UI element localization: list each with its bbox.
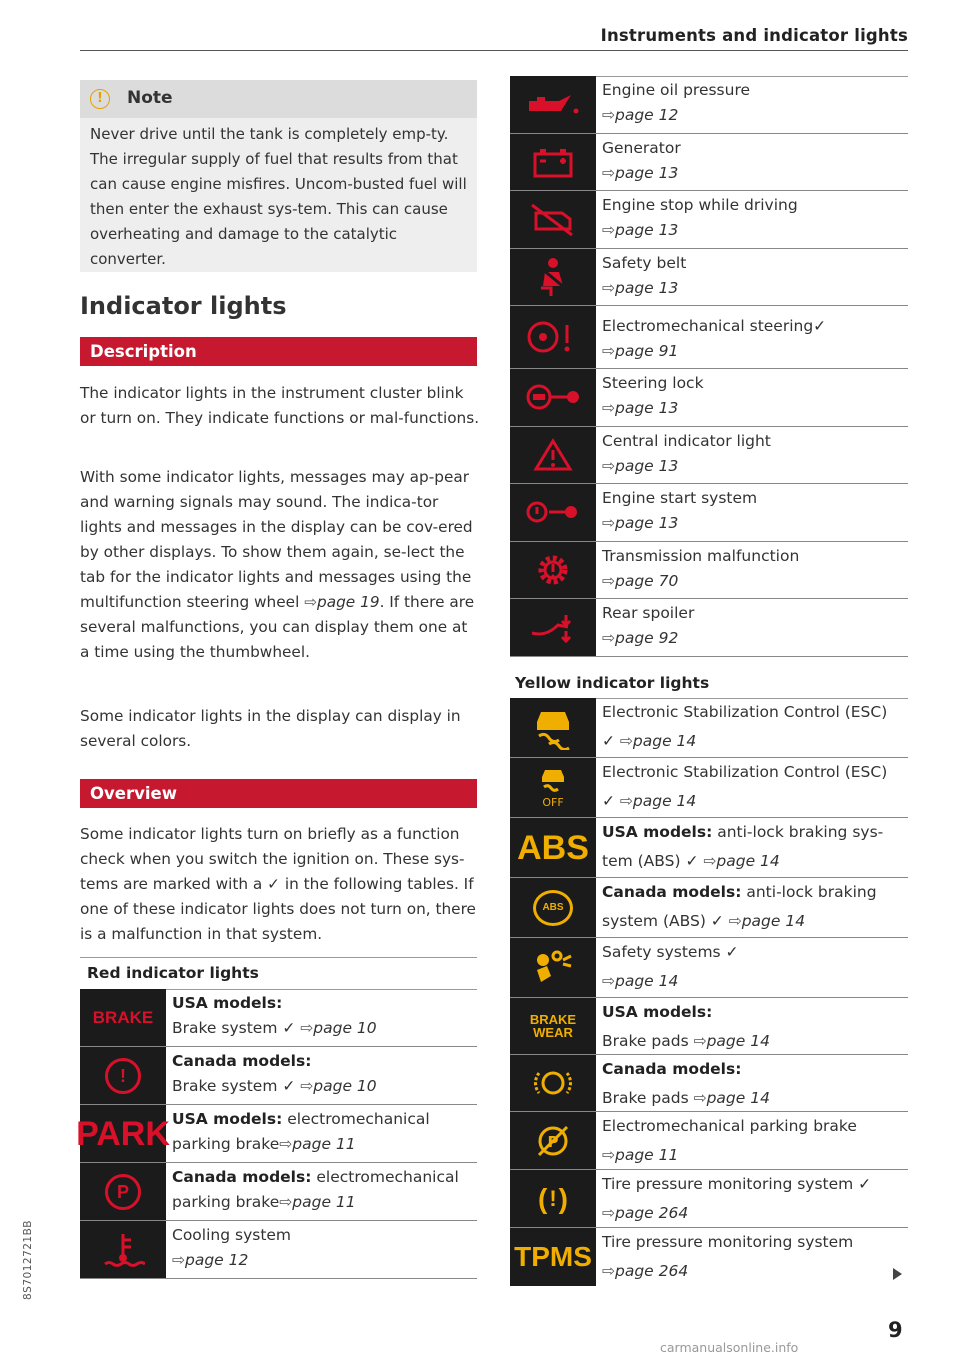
arrow-icon: ⇨ [602,399,615,417]
row-text: USA models: Brake system ✓ ⇨page 10 [172,994,377,1037]
p2-text-end: . If there are several malfunctions, you can display them one at a time using the thumbwheel. [80,593,475,661]
page-link[interactable]: page 14 [741,912,806,930]
page-link[interactable]: page 12 [615,106,679,124]
description-paragraph-2 [80,465,480,665]
page-link[interactable]: page 19 [317,593,380,611]
yellow-table-row [510,1170,908,1228]
overview-heading: Overview [80,779,477,808]
watermark: carmanualsonline.info [660,1340,799,1355]
section-title: Indicator lights [80,292,287,320]
page-link[interactable]: page 14 [716,852,780,870]
description-heading: Description [80,337,477,366]
red-table-row [80,1221,477,1279]
yellow-table-title: Yellow indicator lights [515,674,710,692]
row-text: Generator ⇨page 13 [602,138,681,182]
page-link[interactable]: page 11 [292,1193,356,1211]
yellow-table-row [510,998,908,1055]
red-table-row [510,484,908,542]
arrow-icon: ⇨ [300,1019,314,1037]
arrow-icon: ⇨ [300,1077,314,1095]
brake-wear-warning-icon: BRAKE WEAR [510,998,596,1054]
row-text: USA models: electromechanical parking brake⇨page 11 [172,1110,430,1153]
red-table-row [510,249,908,307]
page-link[interactable]: page 70 [615,571,679,590]
region-label: Canada models: [172,1052,312,1070]
note-title: Note [127,88,173,108]
arrow-icon: ⇨ [602,629,615,647]
arrow-icon: ⇨ [602,1146,615,1164]
page-link[interactable]: page 14 [632,732,697,750]
svg-text:OFF: OFF [542,795,564,809]
arrow-icon: ⇨ [304,593,318,611]
page-link[interactable]: page 264 [615,1262,689,1280]
steering-lock-icon [510,369,596,426]
page-link[interactable]: page 10 [313,1077,377,1095]
arrow-icon: ⇨ [602,278,615,297]
region-label: USA models: [602,823,713,841]
arrow-icon: ⇨ [602,456,615,475]
row-text: Central indicator light ⇨page 13 [602,431,771,475]
page-link[interactable]: page 11 [292,1135,356,1153]
yellow-table-row [510,698,908,758]
row-text: Electromechanical steering✓ ⇨page 91 [602,317,827,360]
row-text: Electronic Stabilization Control (ESC) ✓ ⇨page 14 [602,703,888,750]
engine-stop-icon [510,191,596,248]
arrow-icon: ⇨ [693,1089,707,1107]
row-text: Engine oil pressure ⇨page 12 [602,81,751,124]
region-label: Canada models: [602,1060,742,1078]
region-label: Canada models: [172,1168,312,1186]
page-link[interactable]: page 13 [615,221,679,239]
header-title: Instruments and indicator lights [600,26,908,45]
page-link[interactable]: page 264 [615,1204,689,1222]
page-link[interactable]: page 13 [615,456,679,475]
yellow-table-row [510,1112,908,1170]
airbag-icon [510,938,596,997]
document-code: 8S7012721BB [22,1219,34,1300]
steering-wheel-icon [510,306,596,368]
arrow-icon: ⇨ [279,1135,293,1153]
oil-can-icon [510,76,596,133]
row-text: USA models: anti-lock braking sys-tem (ABS) ✓ ⇨page 14 [602,823,884,870]
red-table-row [510,134,908,192]
page-header [80,26,908,51]
p-warning-icon: P [80,1163,166,1220]
red-table-row [80,1163,477,1221]
page-link[interactable]: page 13 [615,163,679,182]
red-table-row [510,306,908,369]
region-label: USA models: [172,994,283,1012]
arrow-icon: ⇨ [602,571,615,590]
row-text: Tire pressure monitoring system ✓ ⇨page 264 [602,1175,872,1222]
seat-belt-icon [510,249,596,306]
arrow-icon: ⇨ [602,342,615,360]
arrow-icon: ⇨ [602,221,615,239]
row-text: Electronic Stabilization Control (ESC) ✓ ⇨page 14 [602,763,888,810]
row-text: Engine stop while driving ⇨page 13 [602,196,798,239]
red-table-row [80,989,477,1047]
-warning-icon: ! [80,1047,166,1104]
yellow-table-row [510,878,908,938]
esc-off-icon [510,758,596,817]
page-link[interactable]: page 14 [632,792,697,810]
arrow-icon: ⇨ [602,972,615,990]
region-label: Canada models: [602,883,742,901]
row-text: Canada models: Brake pads ⇨page 14 [602,1060,770,1107]
yellow-table-row [510,818,908,878]
row-text: Electromechanical parking brake ⇨page 11 [602,1117,857,1164]
red-table-row [510,599,908,657]
arrow-icon: ⇨ [279,1193,293,1211]
arrow-icon: ⇨ [703,852,717,870]
note-header [80,80,477,118]
park-warning-icon: PARK [80,1105,166,1162]
abs-warning-icon: ABS [510,878,596,937]
row-text: Safety belt ⇨page 13 [602,253,687,297]
tpms-warning-icon: TPMS [510,1228,596,1286]
warning-triangle-icon [510,427,596,484]
brake-pad-icon [510,1055,596,1111]
-warning-icon: ( ! ) [510,1170,596,1227]
red-table-row [510,191,908,249]
yellow-table-row [510,758,908,818]
page-link[interactable]: page 91 [615,342,679,360]
red-table-top-rule [80,957,477,958]
region-label: USA models: [602,1003,713,1021]
brake-warning-icon: BRAKE [80,989,166,1046]
row-text: USA models: Brake pads ⇨page 14 [602,1003,770,1050]
row-text: Transmission malfunction ⇨page 70 [602,546,800,590]
red-table-row [510,76,908,134]
arrow-icon: ⇨ [728,912,742,930]
page-link[interactable]: page 13 [615,399,679,417]
yellow-table-row [510,1228,908,1286]
description-paragraph-3: Some indicator lights in the display can display in several colors. [80,707,461,750]
page-link[interactable]: page 14 [615,972,679,990]
page-link[interactable]: page 13 [615,514,679,532]
row-text: Engine start system ⇨page 13 [602,489,758,532]
arrow-icon: ⇨ [602,514,615,532]
page-link[interactable]: page 14 [706,1032,770,1050]
region-label: USA models: [172,1110,283,1128]
overview-paragraph: Some indicator lights turn on briefly as a function check when you switch the ignition on. These sys-tems are marked with a ✓ in the following tables. If one of these indicator lights does not turn on, there is a malfunction in that system. [80,825,476,943]
yellow-table-row [510,938,908,998]
continue-arrow-icon [893,1268,902,1280]
red-table-row [80,1047,477,1105]
coolant-icon [80,1221,166,1278]
red-table-row [510,542,908,600]
row-text: Cooling system ⇨page 12 [172,1226,292,1269]
gear-icon [510,542,596,599]
abs-warning-icon: ABS [510,818,596,877]
svg-text:P: P [547,1132,559,1151]
arrow-icon: ⇨ [172,1251,185,1269]
page-link[interactable]: page 11 [615,1146,679,1164]
row-text: Canada models: electromechanical parking brake⇨page 11 [172,1168,459,1211]
page-link[interactable]: page 12 [185,1251,249,1269]
spoiler-icon [510,599,596,656]
arrow-icon: ⇨ [602,1204,615,1222]
arrow-icon: ⇨ [619,792,633,810]
parking-brake-icon [510,1112,596,1169]
note-body: Never drive until the tank is completely emp-ty. The irregular supply of fuel that results from that can cause engine misfires. Uncom-busted fuel will then enter the exhaust sys-tem. This can cause overheating and damage to the catalytic converter. [90,125,467,268]
arrow-icon: ⇨ [602,163,615,182]
row-text: Tire pressure monitoring system ⇨page 264 [602,1233,854,1280]
arrow-icon: ⇨ [602,106,615,124]
row-text: Rear spoiler ⇨page 92 [602,604,695,647]
description-paragraph-1: The indicator lights in the instrument cluster blink or turn on. They indicate functions or mal-functions. [80,384,480,427]
page-link[interactable]: page 13 [615,278,679,297]
note-box [80,80,477,272]
red-table-row [76,1105,477,1163]
arrow-icon: ⇨ [602,1262,615,1280]
row-text: Steering lock ⇨page 13 [602,374,704,417]
red-table-title: Red indicator lights [87,964,259,982]
page-link[interactable]: page 92 [615,629,679,647]
row-text: Canada models: Brake system ✓ ⇨page 10 [172,1052,377,1095]
battery-icon [510,134,596,191]
row-text: Safety systems ✓ ⇨page 14 [602,943,739,990]
red-table-row [510,427,908,485]
row-text: Canada models: anti-lock braking system (ABS) ✓ ⇨page 14 [602,883,877,930]
page-number: 9 [888,1318,903,1342]
yellow-table-row [510,1055,908,1112]
page-link[interactable]: page 10 [313,1019,377,1037]
arrow-icon: ⇨ [693,1032,707,1050]
red-table-row [510,369,908,427]
p2-text: With some indicator lights, messages may ap-pear and warning signals may sound. The indica-tor lights and messages in the display can be cov-ered by other displays. To show them again, se-lect the tab for the indicator lights and messages using the multifunction steering wheel [80,468,473,611]
arrow-icon: ⇨ [619,732,633,750]
esc-icon [510,698,596,757]
page-link[interactable]: page 14 [706,1089,770,1107]
key-icon [510,484,596,541]
warning-circle-icon: ! [90,89,110,109]
